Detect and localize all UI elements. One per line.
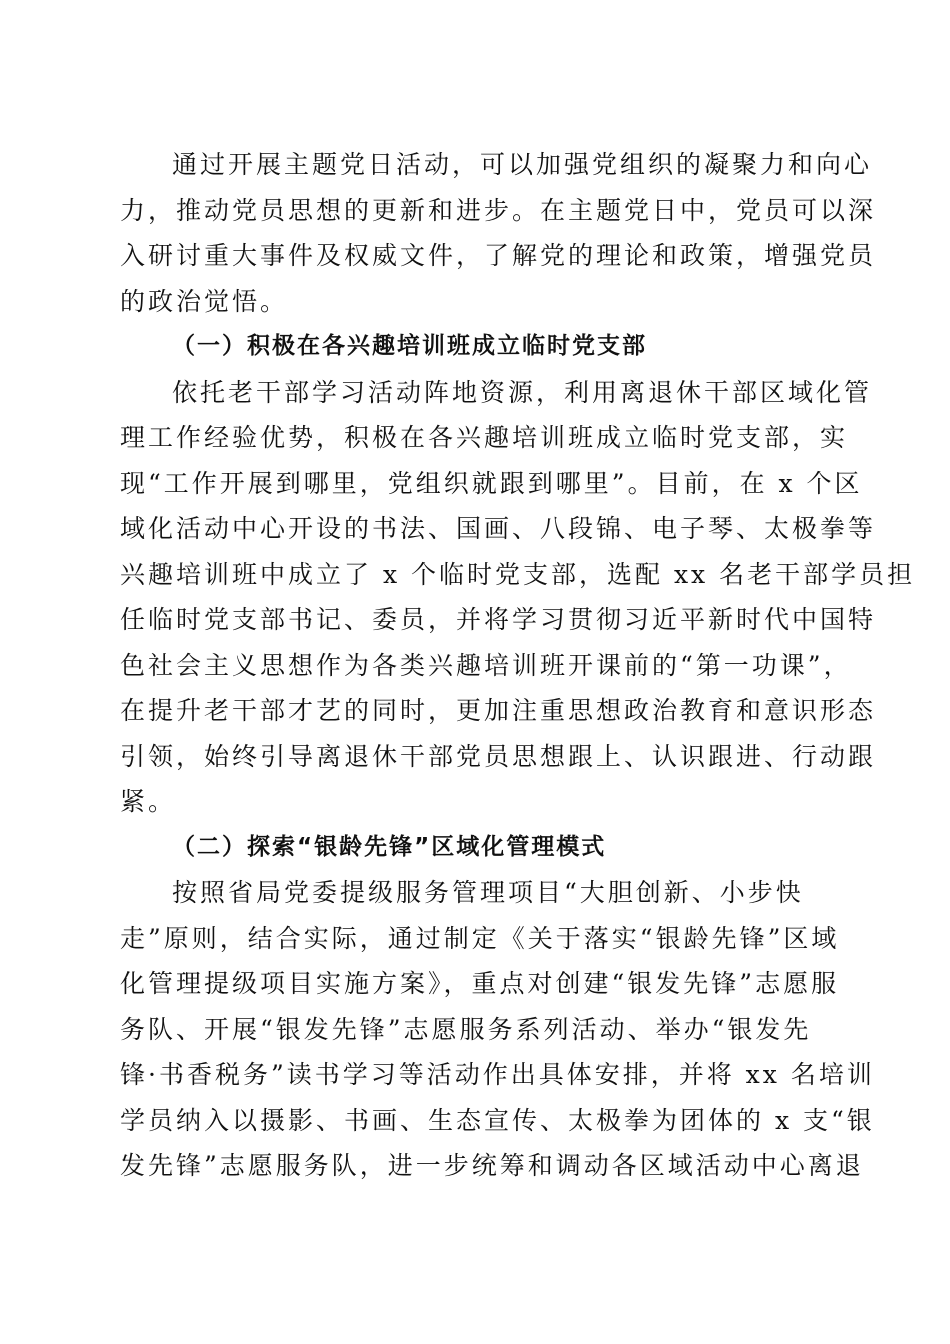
- text-line: 色社会主义思想作为各类兴趣培训班开课前的“第一功课”，: [120, 650, 852, 680]
- text-line: 现“工作开展到哪里，党组织就跟到哪里”。目前，在 x 个区: [120, 468, 863, 498]
- text-line: 入研讨重大事件及权威文件，了解党的理论和政策，增强党员: [120, 241, 877, 270]
- intro-paragraph: [120, 142, 877, 324]
- text-line: 锋·书香税务”读书学习等活动作出具体安排，并将 xx 名培训: [120, 1060, 875, 1089]
- text-line: 发先锋”志愿服务队，进一步统筹和调动各区域活动中心离退: [120, 1151, 864, 1180]
- text-line: 任临时党支部书记、委员，并将学习贯彻习近平新时代中国特: [120, 605, 877, 634]
- text-line: 域化活动中心开设的书法、国画、八段锦、电子琴、太极拳等: [120, 514, 877, 543]
- text-line: 依托老干部学习活动阵地资源，利用离退休干部区域化管: [172, 377, 873, 407]
- section-2-paragraph: [120, 870, 875, 1189]
- section-heading-2: [120, 825, 826, 871]
- section-heading-1: [120, 324, 826, 370]
- text-line: 引领，始终引导离退休干部党员思想跟上、认识跟进、行动跟: [120, 741, 877, 771]
- text-line: 务队、开展“银发先锋”志愿服务系列活动、举办“银发先: [120, 1014, 812, 1044]
- heading-text: （二）探索“银龄先锋”区域化管理模式: [172, 833, 607, 860]
- text-line: 化管理提级项目实施方案》，重点对创建“银发先锋”志愿服: [120, 969, 840, 998]
- text-line: 在提升老干部才艺的同时，更加注重思想政治教育和意识形态: [120, 696, 877, 725]
- text-line: 的政治觉悟。: [120, 286, 289, 316]
- text-line: 紧。: [120, 787, 177, 816]
- text-line: 力，推动党员思想的更新和进步。在主题党日中，党员可以深: [120, 195, 877, 225]
- text-line: 理工作经验优势，积极在各兴趣培训班成立临时党支部，实: [120, 423, 849, 452]
- text-line: 按照省局党委提级服务管理项目“大胆创新、小步快: [172, 878, 804, 907]
- text-line: 走”原则，结合实际，通过制定《关于落实“银龄先锋”区域: [120, 923, 840, 953]
- document-body: [120, 142, 916, 1189]
- text-line: 学员纳入以摄影、书画、生态宣传、太极拳为团体的 x 支“银: [120, 1105, 875, 1135]
- text-line: 兴趣培训班中成立了 x 个临时党支部，选配 xx 名老干部学员担: [120, 559, 916, 589]
- text-line: 通过开展主题党日活动，可以加强党组织的凝聚力和向心: [172, 150, 873, 179]
- section-1-paragraph: [120, 370, 916, 825]
- heading-text: （一）积极在各兴趣培训班成立临时党支部: [172, 333, 647, 359]
